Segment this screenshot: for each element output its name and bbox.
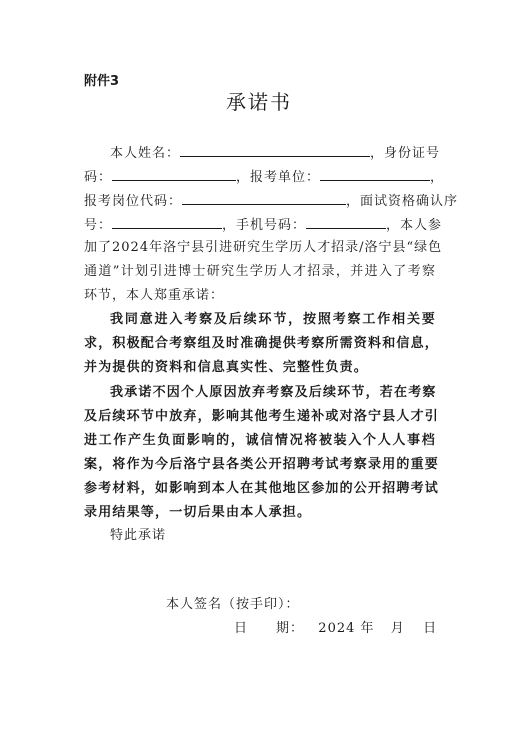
date-label: 日 期： [234,621,305,636]
position-code-field[interactable] [182,192,346,205]
name-field[interactable] [180,144,370,157]
interview-label-part2: 号： [84,218,113,233]
commitment-2-line-4: 案，将作为今后洛宁县各类公开招聘考试考察录用的重要 [84,457,440,472]
name-label: 本人姓名： [110,146,181,161]
id-number-field[interactable] [112,168,236,181]
phone-field[interactable] [306,216,386,229]
commitment-2-line-6: 录用结果等，一切后果由本人承担。 [84,505,312,520]
date-line [234,617,437,636]
comma: ， [430,170,445,185]
intro-line-2: 通道”计划引进博士研究生学历人才招录，并进入了考察 [84,264,436,279]
id-label-part2: 码： [84,170,113,185]
interview-label-part1: ，面试资格确认序 [346,194,459,209]
intro-line-1: 加了2024年洛宁县引进研究生学历人才招录/洛宁县“绿色 [84,240,443,255]
commitment-2-line-1: 我承诺不因个人原因放弃考察及后续环节，若在考察 [110,385,437,400]
commitment-1-line-2: 求，积极配合考察组及时准确提供考察所需资料和信息， [84,336,440,351]
intro-tail: ，本人参 [386,218,443,233]
signature-label: 本人签名（按手印）： [166,597,300,612]
intro-line-3: 环节，本人郑重承诺： [84,288,225,303]
commitment-1-line-1: 我同意进入考察及后续环节，按照考察工作相关要 [110,312,436,327]
date-month: 月 [390,621,405,636]
unit-field[interactable] [320,168,430,181]
phone-line [84,216,443,234]
closing-text: 特此承诺 [110,528,167,543]
commitment-2-line-2: 及后续环节中放弃，影响其他考生递补或对洛宁县人才引 [84,409,440,424]
id-unit-line [84,168,445,186]
commitment-2-line-3: 进工作产生负面影响的，诚信情况将被装入个人人事档 [84,433,436,448]
phone-label: ，手机号码： [222,218,307,233]
date-day: 日 [423,621,438,636]
page-title: 承诺书 [226,90,292,114]
date-year: 2024 年 [318,621,375,636]
commitment-2-line-5: 参考材料，如影响到本人在其他地区参加的公开招聘考试 [84,481,440,496]
id-label-part1: ，身份证号 [370,146,441,161]
name-line [84,144,441,162]
attachment-label: 附件3 [84,74,120,89]
unit-label: ，报考单位： [236,170,321,185]
position-code-label: 报考岗位代码： [84,194,183,209]
position-line [84,192,459,210]
commitment-1-line-3: 并为提供的资料和信息真实性、完整性负责。 [84,360,369,375]
interview-number-field[interactable] [112,216,222,229]
